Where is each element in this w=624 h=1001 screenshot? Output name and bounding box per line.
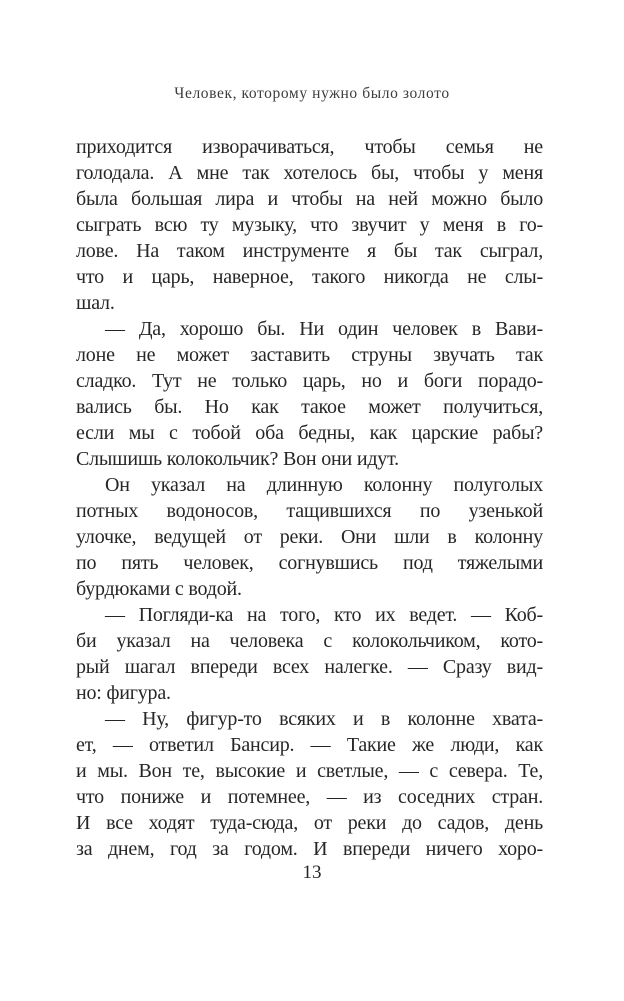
page-number: 13: [302, 862, 322, 883]
text-line: за днем, год за годом. И впереди ничего хоро-: [76, 838, 543, 860]
page-body: [76, 134, 543, 862]
text-line: и мы. Вон те, высокие и светлые, — с севера. Те,: [76, 760, 543, 782]
text-line: потных водоносов, тащившихся по узенькой: [76, 500, 543, 522]
text-line: — Да, хорошо бы. Ни один человек в Вави-: [105, 318, 543, 340]
text-line: — Погляди-ка на того, кто их ведет. — Коб-: [105, 604, 543, 626]
text-line: шал.: [76, 292, 115, 314]
text-line: — Ну, фигур-то всяких и в колонне хвата-: [105, 708, 543, 730]
text-line: Он указал на длинную колонну полуголых: [105, 474, 543, 496]
text-line: сыграть всю ту музыку, что звучит у меня в го-: [76, 214, 543, 236]
text-line: Слышишь колокольчик? Вон они идут.: [76, 448, 399, 470]
text-line: лоне не может заставить струны звучать так: [76, 344, 543, 366]
text-line: улочке, ведущей от реки. Они шли в колонну: [76, 526, 543, 548]
text-line: ет, — ответил Бансир. — Такие же люди, как: [76, 734, 543, 756]
text-line: что и царь, наверное, такого никогда не слы-: [76, 266, 543, 288]
paragraph: [76, 706, 543, 862]
text-line: была большая лира и чтобы на ней можно было: [76, 188, 543, 210]
text-line: бурдюками с водой.: [76, 578, 242, 600]
paragraph: [76, 134, 543, 316]
paragraph: [76, 472, 543, 602]
paragraph: [76, 316, 543, 472]
text-line: голодала. А мне так хотелось бы, чтобы у меня: [76, 162, 543, 184]
text-line: приходится изворачиваться, чтобы семья не: [76, 136, 543, 158]
text-line: но: фигура.: [76, 682, 171, 704]
text-line: И все ходят туда-сюда, от реки до садов, день: [76, 812, 543, 834]
text-line: рый шагал впереди всех налегке. — Сразу вид-: [76, 656, 543, 678]
text-line: вались бы. Но как такое может получиться,: [76, 396, 543, 418]
paragraph: [76, 602, 543, 706]
running-header: Человек, которому нужно было золото: [174, 85, 450, 102]
text-line: что пониже и потемнее, — из соседних стран.: [76, 786, 543, 808]
text-line: сладко. Тут не только царь, но и боги порадо-: [76, 370, 543, 392]
text-line: лове. На таком инструменте я бы так сыграл,: [76, 240, 543, 262]
text-line: би указал на человека с колокольчиком, кото-: [76, 630, 543, 652]
text-line: если мы с тобой оба бедны, как царские рабы?: [76, 422, 543, 444]
text-line: по пять человек, согнувшись под тяжелыми: [76, 552, 543, 574]
